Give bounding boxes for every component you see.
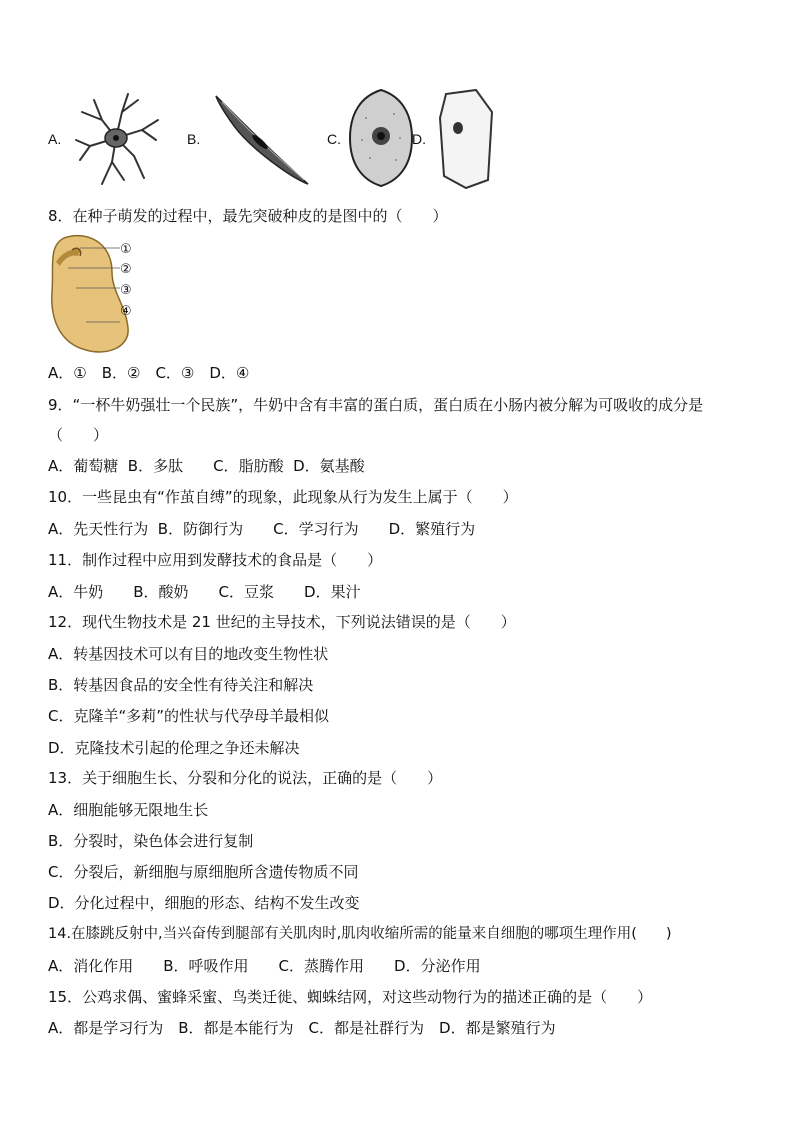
round-cell-image	[348, 88, 414, 188]
q11-stem: 11．制作过程中应用到发酵技术的食品是（ ）	[48, 551, 383, 569]
q12-stem: 12．现代生物技术是 21 世纪的主导技术，下列说法错误的是（ ）	[48, 613, 516, 631]
q8-options: A．① B．② C．③ D．④	[48, 364, 250, 382]
seed-label-3: ③	[120, 283, 132, 298]
neuron-cell-image	[72, 90, 160, 186]
q13-option-c: C．分裂后，新细胞与原细胞所含遗传物质不同	[48, 863, 359, 881]
q7-option-b-label: B.	[187, 131, 201, 147]
q7-option-d-label: D.	[412, 131, 426, 147]
q13-stem: 13．关于细胞生长、分裂和分化的说法，正确的是（ ）	[48, 769, 443, 787]
q12-option-c: C．克隆羊“多莉”的性状与代孕母羊最相似	[48, 707, 330, 725]
q7-option-c-label: C.	[327, 131, 341, 147]
q14-stem: 14.在膝跳反射中,当兴奋传到腿部有关肌肉时,肌肉收缩所需的能量来自细胞的哪项生理作用( )	[48, 926, 672, 942]
q7-option-a-label: A.	[48, 131, 62, 147]
q9-options: A．葡萄糖 B．多肽 C．脂肪酸 D．氨基酸	[48, 457, 365, 475]
q9-stem-line2: （ ）	[48, 426, 109, 444]
q12-option-d: D．克隆技术引起的伦理之争还未解决	[48, 739, 300, 757]
q10-stem: 10．一些昆虫有“作茧自缚”的现象，此现象从行为发生上属于（ ）	[48, 488, 518, 506]
q12-option-a: A．转基因技术可以有目的地改变生物性状	[48, 645, 329, 663]
q13-option-b: B．分裂时，染色体会进行复制	[48, 832, 254, 850]
q13-option-d: D．分化过程中，细胞的形态、结构不发生改变	[48, 894, 360, 912]
q13-option-a: A．细胞能够无限地生长	[48, 801, 209, 819]
seed-label-4: ④	[120, 304, 132, 319]
seed-label-1: ①	[120, 242, 132, 257]
muscle-cell-image	[212, 92, 312, 188]
q9-stem-line1: 9．“一杯牛奶强壮一个民族”，牛奶中含有丰富的蛋白质，蛋白质在小肠内被分解为可吸收的成分是	[48, 396, 704, 414]
q10-options: A．先天性行为 B．防御行为 C．学习行为 D．繁殖行为	[48, 520, 476, 538]
q11-options: A．牛奶 B．酸奶 C．豆浆 D．果汁	[48, 583, 361, 601]
q8-stem: 8．在种子萌发的过程中，最先突破种皮的是图中的（ ）	[48, 207, 448, 225]
q15-stem: 15．公鸡求偶、蜜蜂采蜜、鸟类迁徙、蜘蛛结网，对这些动物行为的描述正确的是（ ）	[48, 988, 653, 1006]
q14-options: A．消化作用 B．呼吸作用 C．蒸腾作用 D．分泌作用	[48, 957, 481, 975]
q15-options: A．都是学习行为 B．都是本能行为 C．都是社群行为 D．都是繁殖行为	[48, 1019, 556, 1037]
seed-label-2: ②	[120, 262, 132, 277]
plant-cell-image	[436, 88, 496, 190]
q12-option-b: B．转基因食品的安全性有待关注和解决	[48, 676, 314, 694]
